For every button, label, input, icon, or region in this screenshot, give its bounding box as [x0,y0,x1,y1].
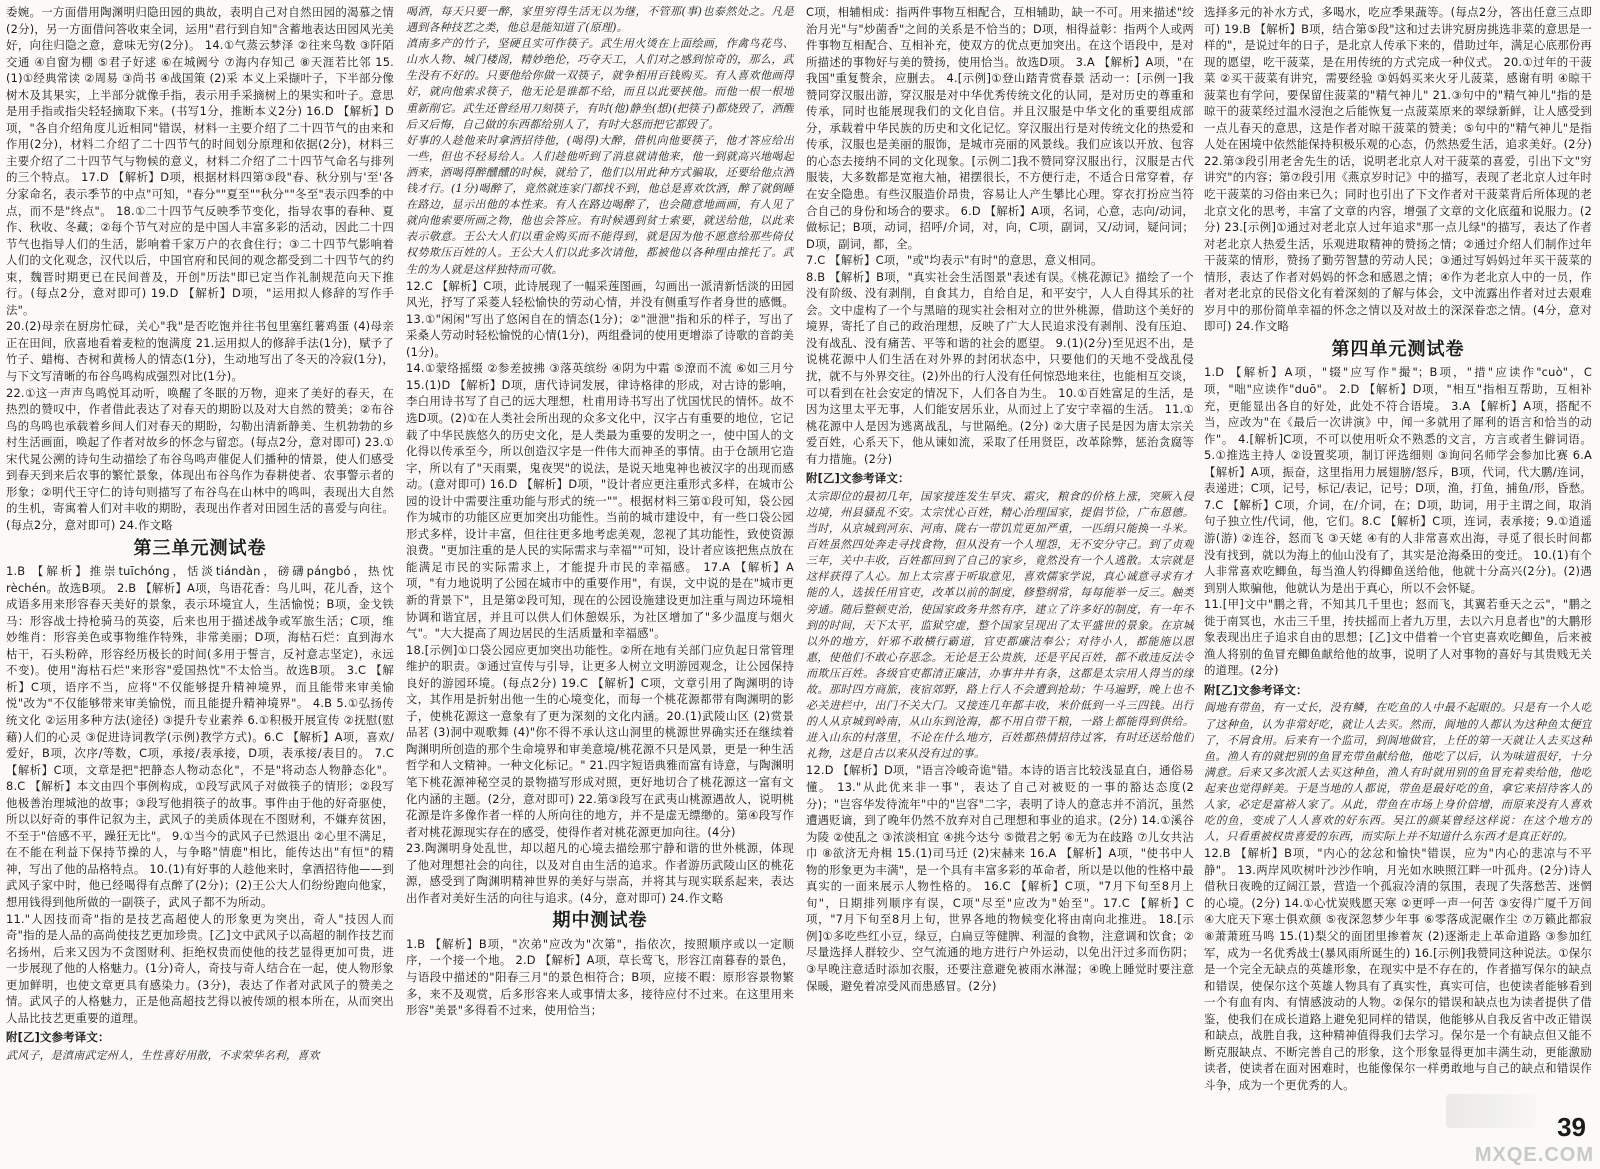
column-4 [1204,4,1592,1154]
answer-paragraph: 7.C 【解析】C项，"或"均表示"有时"的意思，意义相同。 [806,253,1103,268]
answer-paragraph: 11.[甲]文中"鹏之背，不知其几千里也；怒而飞，其翼若垂天之云"，"鹏之徙于南冥也，水击三千里，抟扶摇而上者九万里，去以六月息者也"的大鹏形象表现出庄子追求自由的思想；[乙]文中借着一个官吏喜欢吃鲫鱼，后来被渔人将别的鱼冒充鲫鱼献给他的故事，说明了人对事物的喜好与其贵贱无关的道理。(2分) [1204,597,1592,678]
section-title: 第三单元测试卷 [133,537,267,559]
subheading: 附[乙]文参考译文： [6,1030,110,1045]
answer-paragraph: C项，相辅相成：指两件事物互相配合，互相辅助，缺一不可。用来描述"绞治月光"与"炒菌香"之间的关系是不恰当的；D项，相得益彰：指两个人或两件事物互相配合、互相补充，使双方的优点更加突出。在这个语段中，是对所描述的事物好与美的赞扬，使用恰当。故选D项。 3.A 【解析】A项，"在我国"重复赘余，应删去。 4.[示例]①登山踏青赏春景 活动一：[示例一]我赞同穿汉服出游，穿汉服是对中华优秀传统文化的认同，是对历史的尊重和传承，同时也能展现我们的文化自信。并且汉服是中华文化的重要组成部分，承载着中华民族的历史和文化记忆。穿汉服出行是对传统文化的热爱和传承，汉服也是美丽的服饰，是城市亮丽的风景线。我们应该以开放、包容的心态去接纳不同的文化现象。[示例二]我不赞同穿汉服出行，汉服是古代服装，大多数都是宽袍大袖，裙摆很长，不方便行走，不适合日常穿着，存在安全隐患。有些汉服造价昂贵，容易让人产生攀比心理。穿衣打扮应当符合自己的身份和场合的要求。 6.D 【解析】A项，名词，心意，志向/动词，做标记；B项，动词，招呼/介词，对，向，C项，副词，又/动词，疑问词；D项，副词，都，全。 [806,5,1194,251]
answer-paragraph: 委婉。一方面借用陶渊明归隐田园的典故，表明自己对自然田园的渴慕之情(2分)，另一方面借问答收束全词，运用"君行到自知"含蓄地表达田园风光美好，向往归隐之意，意味无穷(2分)。 14.①气蒸云梦泽 ②往来鸟数 ③阡陌交通 ④自窗为棚 ⑤君子好逑 ⑥在城阙兮 ⑦海内存知己 ⑧天涯若比邻 15.(1)①经典常读 ②周易 ③尚书 ④战国策 (2)采 本义上采撷叶子，下半部分像树木及其果实，上半部分就像手指，表示用手采摘树上的果实和叶子。意思是用手指或指尖轻轻摘取下来。(书写1分，推断本义2分) 16.D 【解析】D项，"各自介绍角度儿近相同"错误，材料一主要介绍了二十四节气的由来和作用(2分)，材料二介绍了二十四节气的时间划分原理和依据(2分)，材料三主要介绍了二十四节气与物候的意义，材料二介绍了二十四节气命名与排列的三个特点。 17.D 【解析】D项，根据材料四第③段"春、秋分别与'至'各分家命名，表示季节的中点"可知，"春分""夏至""秋分""冬至"表示四季的中点，而不是"终点"。 18.①二十四节气反映季节变化，指导农事的春种、夏作、秋收、冬藏；②每个节气对应的是中国人丰富多彩的活动，因此二十四节气也指导人们的生活，影响着千家万户的衣食住行；③二十四节气影响着人们的文化观念，汉代以后，中国官府和民间的观念都受到二十四节气的约束，魏晋时期更已在民间普及，开创"历法"即已定当作礼制规范向天下推行。(每点2分，意对即可) 19.D 【解析】D项，"运用拟人修辞的写作手法"。 [6,5,394,317]
page-number: 39 [1557,1112,1586,1142]
answer-paragraph: 12.D 【解析】D项，"语言冷峻奇诡"错。本诗的语言比较浅显直白，通俗易懂。 13."从此优来非一事"，表达了自己对被贬的一事的豁达态度(2分)；"岂容华发待流年"中的"岂容"二字，表明了诗人的意志并不消沉，虽然遭遇贬谪，到了晚年仍然不放弃对自己理想和事业的追求。(2分) 14.①溪谷为陵 ②使乱之 ③浓淡相宜 ④挑今达兮 ⑤微君之躬 ⑥无为在歧路 ⑦儿女共沾巾 ⑧欲济无舟楫 15.(1)司马迁 (2)宋赫来 16.A 【解析】A项，"使书中人物的形象更为丰满"，是一个具有丰富多彩的革命者，所以是以他的性格中最真实的一面来展示人物性格的。 16.C 【解析】C项，"7月下旬至8月上旬"，日期排列顺序有误，C项"尽至"应改为"始至"。17.C 【解析】C项，"7月下旬至8月上旬，世界各地的物候变化将由南向北推进。 18.[示例]①多吃些红小豆，绿豆，白扁豆等健脾、利湿的食物，注意调和饮食；②尽量选择人群较少、空气流通的地方进行户外运动，以免出汗过多而伤阴；③早晚注意适时添加衣服，还要注意避免被雨水淋湿；④晚上睡觉时要注意保暖，避免着凉受风而患感冒。(2分) [806,763,1194,993]
answer-paragraph: 1.B 【解析】推崇tuīchóng，恬淡tiándàn，磅礴pángbó，热忱rèchén。故选B项。 2.B 【解析】A项，鸟语花香：鸟儿叫，花儿香，这个成语多用来形容春天美好的景象，表示环境宜人，生活愉悦；B项，金戈铁马：形容战士持枪骑马的英姿，后来也用于描述战争或军旅生活；C项，维妙维肖：形容美色或事物维作特殊，非常美丽；D项，海枯石烂：直到海水枯干，石头粉碎，形容经历极长的时间(多用于誓言，反衬意志坚定)，永远不变)。使用"海枯石烂"来形容"爱国热忱"不太恰当。故选B项。 3.C 【解析】C项，语序不当，应将"不仅能够提升精神境界，而且能带来审美愉悦"改为"不仅能够带来审美愉悦，而且能提升精神境界"。 4.B 5.①弘扬传统文化 ②运用多种方法(途径) ③提升专业素养 6.①积极开展宣传 ②抚慰(慰藉)人们的心灵 ③促进诗词教学(示例)教学方式)。6.C 【解析】A项，喜欢/爱好，B项，次序/等数，C项，承接/表承接，D项，表承接/表目的。 7.C 【解析】C项，文章是把"把静态人物动态化"，不是"将动态人物静态化"。 8.C 【解析】本文由四个事例构成，①段写武风子对做筷子的情形；②段写他极善治理城池的故事；③段写他捐筷子的故事。事件由于他的好奇驱使，所以以好奇的事件记叙为主，武风子的美质体现在不图财利，不嫌弃贫困，不至于"倍感不平，躁狂无比"。 9.①当今的武风子已然退出 ②心里不满足，在不能在利益下保持节操的人，与争略"情鹿"相比，能传达出"有恒"的精神，写出了他的品格特点。 10.(1)有好事的人趁他来时，拿酒招待他——到武风子家中时，他已经喝得有点醉了(2分)；(2)王公大人们纷纷跑向他家，想用钱得到他所做的一副筷子，武风子都不为所动。 [6,564,394,909]
answer-paragraph: 1.B 【解析】B项，"次弟"应改为"次第"，指依次，按照顺序或以一定顺序，一个接一个地。 2.D 【解析】A项，草长莺飞，形容江南暮春的景色，与语段中描述的"阳春三月"的景色相符合；B项，应接不暇：原形容景物繁多，来不及观赏，后多形容来人或事情太多，接待应付不过来。在这里用来形容"美景"多得看不过来，使用恰当； [406,936,794,1018]
answer-key-page [6,4,1594,1154]
translation-paragraph: 好事的人趁他来时拿酒招待他，(喝得)大醉，借机向他要筷子，他才答应给出一些，但也不轻易给人。人们趁他听到了消息就请他来，他一到就高兴地喝起酒来，酒喝得醉醺醺的时候，就给了，他们以用此种方式骗取，还要给他点酒钱才行。(1分)喝醉了，竟然就连家门都找不到，他总是喜欢饮酒，醉了就倒睡在路边，显示出他的本性来。有人在路边喝醉了，也会随意地画画，有人见了就向他索要所画之物，他也会答应。有时候遇到贫士索要，就送给他，以此来表示敬意。王公大人们以重金购买而不能得到，就是因为他不愿意给那些倚仗权势欺压百姓的人。王公大人们以此多次请他，都被他以各种理由推托了。武生的为人就是这样独特而可敬。 [406,133,794,276]
answer-paragraph: 11."人因技而奇"指的是技艺高超使人的形象更为突出，奇人"技因人而奇"指的是人品的高尚使技艺更加珍贵。[乙]文中武风子以高超的制作技艺而名扬州，后来又因为不贪图财利、拒绝权贵而使他的技艺显得更加可贵，进一步展现了他的人格魅力。(1分)奇人，奇技与奇人结合在一起，使人物形象更加鲜明，也使文章更具有感染力。(3分)，表达了作者对武风子的赞美之情。武风子的人格魅力，正是他高超技艺得以被传颂的根本所在，从而突出人品比技艺更重要的道理。 [6,911,394,1025]
stamp-smudge [1446,1094,1536,1128]
column-2 [406,4,794,1154]
answer-paragraph: 12.B 【解析】B项，"内心的忿忿和愉快"错误，应为"内心的悲凉与不平静"。 13.两岸风吹树叶沙沙作响，月光如水映照江畔一叶孤舟。(2分)诗人借秋日夜晚的辽阔江景，营造一个孤寂冷清的氛围，表现了失落愁苦、迷惘的心境。(2分) 14.①心忧炭贱愿天寒 ②更呼一声一何苦 ③安得广厦千万间 ④大庇天下寒士俱欢颜 ⑤夜深忽梦少年事 ⑥零落成泥碾作尘 ⑦万籁此都寂 ⑧萧萧班马鸣 15.(1)梨父的面团里掺着灰 (2)逐渐走上革命道路 ③参加红军，成为一名优秀战士(暴风雨所诞生的) 16.[示例]我赞同这种说法。①保尔是一个完全无缺点的英雄形象，在现实中是不存在的，作者描写保尔的缺点和错误，使保尔这个英雄人物具有了真实性，真实可信，也使读者能够看到一个有血有肉、有情感波动的人物。②保尔的错误和缺点也为读者提供了借鉴，使我们在成长道路上避免犯同样的错误，他能够从自我反省中改正错误和缺点，战胜自我，这种精神值得我们去学习。保尔是一个有缺点但又能不断克服缺点、不断完善自己的形象，这个形象显得更加丰满生动，更能激励读者，使读者在面对困难时，也能像保尔一样勇敢地与自己的缺点和错误作斗争，成为一个更优秀的人。 [1204,846,1592,1092]
answer-paragraph: 8.B 【解析】B项，"真实社会生活图景"表述有误。《桃花源记》描绘了一个没有阶级、没有剥削，自食其力，自给自足，和平安宁，人人自得其乐的社会。文中虚构了一个与黑暗的现实社会相对立的世外桃源，借助这个美好的境界，寄托了自己的政治理想，反映了广大人民追求没有剥削、没有压迫、没有战乱、没有痛苦、平等和谐的社会的愿望。 9.(1)(2分)至见迟不出，是说桃花源中人们生活在对外界的封闭状态中，只要他们的天地不受战乱侵扰，就不与外界交往。(2)外出的行人没有任何惊恐地来往，也能相互交谈，可以看到在社会安定的情况下，人们各自为生。 10.①百姓富足的生活，是因为这里太平无事，人们能安居乐业，从而过上了安宁幸福的生活。 11.①桃花源中人是因为逃离战乱，与世隔绝。(2分) ②大唐子民是因为唐太宗关爱百姓，心系天下，他从谏如流，采取了任用贤臣，改革除弊，惩治贪腐等有力措施。(2分) [806,269,1194,466]
answer-paragraph: 22.①这一声声鸟鸣悦耳动听，唤醒了冬眠的万物，迎来了美好的春天，在热烈的赞叹中，作者借此表达了对春天的期盼以及对大自然的赞美；②布谷鸟的鸟鸣也承载着乡间人们对春天的期盼，勾勒出清新静美、生机勃勃的乡村生活画面，唤起了作者对故乡的怀念与留恋。(每点2分，意对即可) 23.①宋代晁公溯的诗句生动描绘了布谷鸟鸣声催促人们播种的情景，使人们感受到春天到来后农事的繁忙景象，体现出布谷鸟作为春耕使者、农事警示者的形象；②明代王守仁的诗句则描写了布谷鸟在山林中的鸣叫，表现出大自然的生机，寄寓着人们对丰收的期盼，表现出作者对田园生活的喜爱与向往。(每点2分，意对即可) 24.作文略 [6,385,394,532]
answer-paragraph: 14.①蒙络摇缀 ②参差披拂 ③落英缤纷 ④阴为中霜 ⑤潦而不流 ⑥如三月兮 15.(1)D 【解析】D项，唐代诗词发展，律诗格律的形成，对古诗的影响，李白用诗书写了自己的远大理想，杜甫用诗书写出了忧国忧民的情怀。故不选D项。(2)①在人类社会所出现的众多文化中，汉字占有重要的地位，它记载了中华民族悠久的历史文化，是人类最为重要的发明之一，使中国人的文化得以传承至今，所以创造汉字是一件伟大而神圣的事情。由于仓颉用它造字，所以有了"天雨粟，鬼夜哭"的说法，是说天地鬼神也被汉字的出现而感动。(意对即可) 16.D 【解析】D项，"设计者应更注重形式多样，在城市公园的设计中需要注重功能与形式的统一""。根据材料三第①段可知，袋公园作为城市的功能区应更加突出功能性。当前的城市建设中，有一些口袋公园形式多样，设计丰富，但往往更多地考虑美观，忽视了其功能性，致使资源浪费。"更加注重的是人民的实际需求与幸福""可知，设计者应该把焦点放在能满足市民的实际需求上，才能提升市民的幸福感。 17.A 【解析】A项，"有力地说明了公园在城市中的重要作用"，有误，文中说的是在"城市更新的背景下"，且是第②段可知，现在的公园设施建设更加注重与周边环境相协调和谐宜居，并且可以供人们休憩娱乐，为社区增加了"多少温度与烟火气"。"大大提高了周边居民的生活质量和幸福感"。 [406,361,794,641]
section-title: 期中测试卷 [552,910,648,932]
answer-paragraph: 23.陶渊明身处乱世，却以超凡的心境去描绘那宁静和谐的世外桃源，体现了他对理想社会的向往，以及对自由生活的追求。作者游历武陵山区的桃花源，感受到了陶渊明精神世界的美好与崇高，并将其与现实联系起来，表达出作者对美好生活的向往与追求。(4分，意对即可) 24.作文略 [406,841,794,905]
translation-paragraph: 喝酒，每天只要一醉，家里穷得生活无以为继，不管那(事)也泰然处之。凡是遇到各种技艺之类，他总是能知道了(原理)。 [406,5,794,35]
answer-paragraph: 1.D 【解析】A项，"辍"应写作"撮"；B项，"措"应读作"cuò"，C项，"咄"应读作"duō"。 2.D 【解析】D项，"相互"指相互帮助，互相补充，更能显出各自的好处，此处不符合语境。 3.A 【解析】A项，搭配不当，应改为"在《最后一次讲演》中，闻一多就用了犀利的语言和恰当的动作"。 4.[解析]C项，不可以使用听众不熟悉的文言，方言或者生僻词语。 5.①推选主持人 ②设置奖项，制订评选细则 ③询问名师学会参加比赛 6.A 【解析】A项，振奋，这里指用力展翅膀/怒斥，B项，代词，代大鹏/连词，表递进；C项，记号，标记/表记，记号；D项，渔，打鱼，捕鱼/形，昏愁。7.C 【解析】C项，介词，在/介词，在；D项，助词，用于主谓之间，取消句子独立性/代词，他，它们。8.C 【解析】C项，连词，表承接；9.①逍遥游(游) ②连谷，怒而飞 ③天姥 ④有的人非常喜欢出海，寻觅了很长时间都没有找到，就以为海上的仙山没有了，其实是沧海桑田的变迁。 10.(1)有个人非常喜欢吃鲫鱼，每当渔人钓得鲫鱼送给他，他就十分高兴(2分)。(2)遇到别人欺骗他，他就认为是出于真心，所以不会怀疑。 [1204,365,1592,595]
answer-paragraph: 选择多元的补水方式，多喝水，吃应季果蔬等。(每点2分，答出任意三点即可) 19.B 【解析】B项，结合第⑤段"这和过去讲究厨房挑选非菜的意思是一样的"，是说过年的日子，是北京人传承下来的，借助过年，满足心底那份再现的愿望，吃干菠菜，是在用传统的方式完成一种仪式。 20.①过年的干菠菜 ②买干菠菜有讲究，需要经验 ③妈妈买来火牙儿菠菜，感谢有明 ④晾干菠菜也有学问，要保留住菠菜的"精气神儿" 21.③句中的"精气神儿"指的是晾干的菠菜经过温水浸泡之后能恢复一点菠菜原来的翠绿新鲜，让人感受到一点儿春天的意思，这是作者对晾干菠菜的赞美；⑤句中的"精气神儿"是指人处在困境中依然能保持积极乐观的心态，仍然热爱生活，追求美好。(2分) 22.第③段引用老舍先生的话，说明老北京人对干菠菜的喜爱，引出下文"穷讲究"的内容；第⑦段引用《燕京岁时记》中的描写，表现了老北京人过年时吃干菠菜的习俗由来已久；同时也引出了下文作者对干菠菜背后所体现的老北京文化的思考，丰富了文章的内容，增强了文章的文化底蕴和说服力。(2分) 23.[示例]①通过对老北京人过年追求"那一点儿绿"的描写，表达了作者对老北京人热爱生活，乐观进取精神的赞扬之情；②通过介绍人们制作过年干菠菜的情形，赞扬了勤劳智慧的劳动人民；③通过写妈妈过年买干菠菜的情形，表达了作者对妈妈的怀念和感恩之情；④作为老北京人中的一员，作者对老北京的民俗文化有着深刻的了解与体会，文中流露出作者对过去艰难岁月中的那份简单幸福的怀念之情以及对故土的深深眷恋之情。(4分，意对即可) 24.作文略 [1204,5,1592,334]
section-title: 第四单元测试卷 [1331,338,1465,360]
column-3 [806,4,1194,1154]
answer-paragraph: 18.[示例]①口袋公园应更加突出功能性。②所在地有关部门应负起日常管理维护的职责。③通过宣传与引导，让更多人树立文明游园观念，让公园保持良好的游园环境。(每点2分) 19.C 【解析】C项，文章引用了陶渊明的诗文，其作用是折射出他一生的心境变化，而每一个桃花源都带有陶渊明的影子，使桃花源这一意象有了更为深刻的文化内涵。20.(1)武陵山区 (2)赏景品茗 (3)洞中观歌舞 (4)"你不得不承认这山洞里的桃源世界确实还在继续着陶渊明所创造的那个生命境界和审美意境/桃花源不只是风景，更是一种生活哲学和人文精神。一种文化标记。" 21.四字短语典雅而富有诗意，与陶渊明笔下桃花源神秘空灵的景物描写形成对照，更好地切合了桃花源这一富有文化内涵的主题。(2分，意对即可) 22.第③段写在武夷山桃源遇故人，说明桃花源是许多像作者一样的人所向往的地方，并不是虚无缥缈的。第④段写作者对桃花源现实存在的感受，使得作者对桃花源更加向往。(4分) [406,642,794,839]
answer-paragraph: 20.(2)母亲在厨房忙碌，关心"我"是否吃饱并往书包里塞红薯鸡蛋 (4)母亲正在田间，欣喜地看着麦粒的饱满度 21.运用拟人的修辞手法(1分)，赋予了竹子、蜡梅、杏树和黄杨人的情态(1分)，生动地写出了冬天的冷寂(1分)，与下文写清晰的布谷鸟鸣构成强烈对比(1分)。 [6,319,394,384]
subheading: 附[乙]文参考译文： [806,471,910,486]
translation-paragraph: 武风子，是滇南武定州人，生性喜好用散，不求荣华名利，喜欢 [6,1048,320,1062]
answer-paragraph: 12.C 【解析】C项，此诗展现了一幅采莲图画，勾画出一派清新恬淡的田园风光，抒写了采菱人轻松愉快的劳动心情，并没有侧重写作者身世的感慨。 13.①"闲闲"写出了悠闲自在的情态(1分)；②"泄泄"指和乐的样子，写出了采桑人劳动时轻松愉悦的心情(1分)，两组叠词的使用更增添了诗歌的音韵美(1分)。 [406,278,794,359]
subheading: 附[乙]文参考译文： [1204,682,1308,697]
translation-paragraph: 太宗即位的最初几年，国家接连发生旱灾、霜灾，粮食的价格上涨，突厥入侵边境，州县骚乱不安。太宗忧心百姓，精心治理国家，提倡节俭，广布恩德。当时，从京城到河东、河南、陇右一带饥荒更加严重，一匹绢只能换一斗米。百姓虽然四处奔走寻找食物，但从没有一个人埋怨，无不安分守己。到了贞观三年，关中丰收，百姓都回到了自己的家乡，竟然没有一个人逃散。太宗就是这样获得了人心。加上太宗喜于听取意见，喜欢儒家学说，真心诚意寻求有才能的人，选拔任用官吏，改革以前的制度，修整纲常，每每能举一反三。触类旁通。随后整顿吏治，使国家政务井然有序，建立了许多好的制度，有一年不到的时间，天下太平，监狱空虚，整个国家呈现出了太平盛世的景象。在京城以外的地方，奸邪不敢横行霸道，官吏都廉洁奉公；对待小人，都能施以恩惠，使他们不敢心存恶念。无论是王公贵族，还是平民百姓，都不敢违反法令而欺压百姓。各级官吏都清正廉洁，办事井井有条，这都是太宗用人得当的缘故。那时四方商旅，夜宿郊野，路上行人不会遭到抢劫；牛马遍野，晚上也不必关进栏中，出门不关大门。又接连几年都丰收，米价低到一斗三四钱。出行的人从京城到岭南，从山东到沧海，都不用自带干粮，一路上都能得到供给。进入山东的村落里，不论在什么地方，百姓都热情招待过客，有时还送给他们礼物，这是自古以来从没有过的事。 [806,489,1194,761]
translation-paragraph: 滇南多产的竹子，坚硬且实可作筷子。武生用火烫在上面绘画，作禽鸟花鸟、山水人物、城门楼阁，精妙绝伦，巧夺天工，人们对之感到惊奇的，那么，武生没有不好的。只要他给你做一双筷子，就争相用百钱购买。有人喜欢他画得好，就向他索求筷子，他无论是谁都不给，而且以此要挟他。而他一根一根地重新削它。武生还曾经用刀刻筷子，有时(他)静坐(想)(把筷子)都烧毁了，酒醒后又后悔，自己做的东西都给别人了，有时大怒而把它都毁了。 [406,37,794,131]
translation-paragraph: 阆地有带鱼，有一丈长，没有鳞，在吃鱼的人中最不起眼的。只是有一个人吃了这种鱼，认为非常好吃，就让人去买。然而，阆地的人都认为这种鱼太便宜了，不屑食用。后来有一个监司，到阆地做官，上任的第一天就让人去买这种鱼。渔人有的就把别的鱼冒充带鱼献给他，他吃了以后，认为味道很好，十分满意。后来又多次派人去买这种鱼，渔人有时就用别的鱼冒充着卖给他，他吃起来也觉得鲜美。于是当地的人都说，带鱼是最好吃的鱼，拿它来招待客人的人家，必定是富裕人家了。从此，带鱼在市场上身价倍增，而原来没有人喜欢吃的鱼，变成了人人喜欢的好东西。吴江的颜某曾经这样说：在这个地方的人，只看重被权贵喜爱的东西，而实际上并不知道什么东西才是真正好的。 [1204,701,1592,844]
column-1 [6,4,394,1154]
watermark: MXQE.COM [1474,1144,1594,1166]
